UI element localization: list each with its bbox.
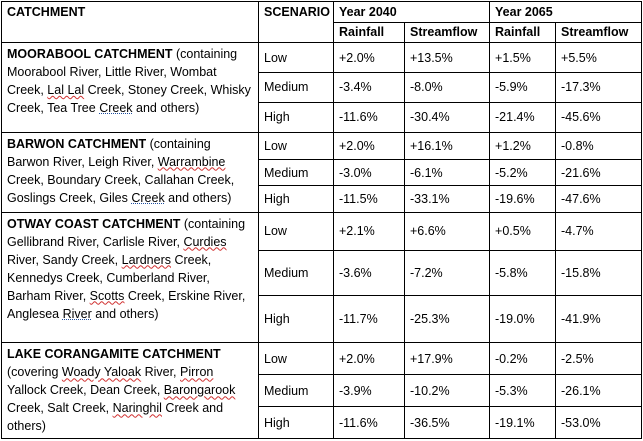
catchment-description: River,	[141, 365, 181, 380]
header-rainfall-2040: Rainfall	[334, 22, 405, 43]
header-streamflow-2040: Streamflow	[405, 22, 490, 43]
streamflow-2040-cell: -25.3%	[405, 296, 490, 343]
rainfall-2040-cell: -3.6%	[334, 250, 405, 295]
scenario-cell: Medium	[259, 375, 334, 407]
rainfall-2065-cell: +1.5%	[490, 43, 556, 73]
streamflow-2040-cell: -6.1%	[405, 160, 490, 186]
rainfall-2040-cell: -11.6%	[334, 407, 405, 439]
header-streamflow-2065: Streamflow	[556, 22, 642, 43]
streamflow-2040-cell: -8.0%	[405, 72, 490, 102]
catchment-description: and others)	[132, 101, 200, 116]
rainfall-2040-cell: -11.6%	[334, 102, 405, 132]
catchment-description: and others)	[91, 306, 159, 321]
catchment-description: Creek, Kennedys Creek, Cumberland River, Barham River,	[7, 252, 212, 303]
rainfall-2040-cell: -11.5%	[334, 186, 405, 213]
streamflow-2040-cell: +17.9%	[405, 343, 490, 375]
catchment-name-cell	[2, 343, 259, 439]
scenario-cell: Low	[259, 212, 334, 250]
catchment-description: Lal Lal	[47, 83, 85, 98]
rainfall-2065-cell: +0.5%	[490, 212, 556, 250]
catchment-description: Naringhil	[112, 401, 162, 416]
catchment-description: Lardners	[121, 252, 171, 267]
catchment-description: Woady Yaloak	[61, 365, 142, 380]
catchment-description: (containing Moorabool River, Little River, Wombat Creek,	[7, 47, 238, 98]
header-year-2065: Year 2065	[490, 2, 642, 23]
table-row	[2, 132, 642, 160]
scenario-cell: High	[259, 407, 334, 439]
streamflow-2040-cell: -7.2%	[405, 250, 490, 295]
streamflow-2040-cell: -36.5%	[405, 407, 490, 439]
streamflow-2065-cell: -0.8%	[556, 132, 642, 160]
catchment-description: Creek	[99, 101, 133, 116]
rainfall-2040-cell: -3.0%	[334, 160, 405, 186]
header-catchment: CATCHMENT	[2, 2, 259, 43]
streamflow-2065-cell: -4.7%	[556, 212, 642, 250]
catchment-table	[1, 1, 642, 439]
catchment-description: Creek, Stoney Creek, Whisky Creek, Tea Tree	[7, 83, 251, 116]
catchment-description: Warrambine	[157, 154, 226, 169]
catchment-description: (containing Gellibrand River, Carlisle River,	[7, 216, 246, 249]
catchment-description: Scotts	[89, 288, 125, 303]
catchment-description: (containing Barwon River, Leigh River,	[7, 136, 211, 169]
catchment-description: Creek, Erskine River, Anglesea	[7, 288, 246, 321]
streamflow-2065-cell: +5.5%	[556, 43, 642, 73]
streamflow-2040-cell: -30.4%	[405, 102, 490, 132]
catchment-description: Creek	[131, 190, 165, 205]
catchment-description: Curdies	[183, 234, 227, 249]
rainfall-2065-cell: -0.2%	[490, 343, 556, 375]
rainfall-2040-cell: -3.4%	[334, 72, 405, 102]
scenario-cell: Medium	[259, 72, 334, 102]
catchment-name: OTWAY COAST CATCHMENT	[7, 216, 181, 231]
streamflow-2040-cell: +13.5%	[405, 43, 490, 73]
rainfall-2040-cell: +2.0%	[334, 343, 405, 375]
scenario-cell: Medium	[259, 250, 334, 295]
rainfall-2065-cell: -5.2%	[490, 160, 556, 186]
streamflow-2065-cell: -26.1%	[556, 375, 642, 407]
catchment-description: Creek, Boundary Creek, Callahan Creek, Goslings Creek, Giles	[7, 172, 235, 205]
rainfall-2065-cell: -5.9%	[490, 72, 556, 102]
rainfall-2065-cell: -19.6%	[490, 186, 556, 213]
streamflow-2040-cell: -10.2%	[405, 375, 490, 407]
catchment-name: BARWON CATCHMENT	[7, 136, 147, 151]
scenario-cell: High	[259, 296, 334, 343]
catchment-description: Barongarook	[163, 383, 236, 398]
streamflow-2065-cell: -53.0%	[556, 407, 642, 439]
header-year-2040: Year 2040	[334, 2, 490, 23]
rainfall-2040-cell: +2.0%	[334, 132, 405, 160]
streamflow-2040-cell: +16.1%	[405, 132, 490, 160]
rainfall-2065-cell: -19.1%	[490, 407, 556, 439]
streamflow-2065-cell: -41.9%	[556, 296, 642, 343]
rainfall-2040-cell: -3.9%	[334, 375, 405, 407]
catchment-description: Creek, Salt Creek,	[7, 401, 113, 416]
scenario-cell: High	[259, 186, 334, 213]
rainfall-2040-cell: -11.7%	[334, 296, 405, 343]
rainfall-2040-cell: +2.0%	[334, 43, 405, 73]
rainfall-2040-cell: +2.1%	[334, 212, 405, 250]
streamflow-2065-cell: -17.3%	[556, 72, 642, 102]
catchment-description: River	[62, 306, 92, 321]
scenario-cell: Low	[259, 132, 334, 160]
rainfall-2065-cell: -5.3%	[490, 375, 556, 407]
streamflow-2040-cell: -33.1%	[405, 186, 490, 213]
streamflow-2065-cell: -2.5%	[556, 343, 642, 375]
catchment-name-cell	[2, 212, 259, 343]
streamflow-2040-cell: +6.6%	[405, 212, 490, 250]
table-row	[2, 343, 642, 375]
rainfall-2065-cell: -5.8%	[490, 250, 556, 295]
catchment-name-cell	[2, 43, 259, 132]
scenario-cell: High	[259, 102, 334, 132]
rainfall-2065-cell: +1.2%	[490, 132, 556, 160]
catchment-description: (covering	[7, 365, 62, 380]
catchment-description: Yallock Creek, Dean Creek,	[7, 383, 164, 398]
scenario-cell: Low	[259, 43, 334, 73]
rainfall-2065-cell: -19.0%	[490, 296, 556, 343]
catchment-description: River, Sandy Creek,	[7, 252, 122, 267]
catchment-name: LAKE CORANGAMITE CATCHMENT	[7, 347, 221, 362]
streamflow-2065-cell: -15.8%	[556, 250, 642, 295]
scenario-cell: Medium	[259, 160, 334, 186]
header-scenario: SCENARIO	[259, 2, 334, 43]
scenario-cell: Low	[259, 343, 334, 375]
streamflow-2065-cell: -47.6%	[556, 186, 642, 213]
catchment-name: MOORABOOL CATCHMENT	[7, 47, 173, 62]
header-rainfall-2065: Rainfall	[490, 22, 556, 43]
catchment-description: Creek and others)	[7, 401, 224, 434]
streamflow-2065-cell: -45.6%	[556, 102, 642, 132]
table-row	[2, 212, 642, 250]
catchment-description: and others)	[164, 190, 232, 205]
rainfall-2065-cell: -21.4%	[490, 102, 556, 132]
catchment-name-cell	[2, 132, 259, 212]
catchment-description: Pirron	[180, 365, 214, 380]
streamflow-2065-cell: -21.6%	[556, 160, 642, 186]
table-row	[2, 43, 642, 73]
